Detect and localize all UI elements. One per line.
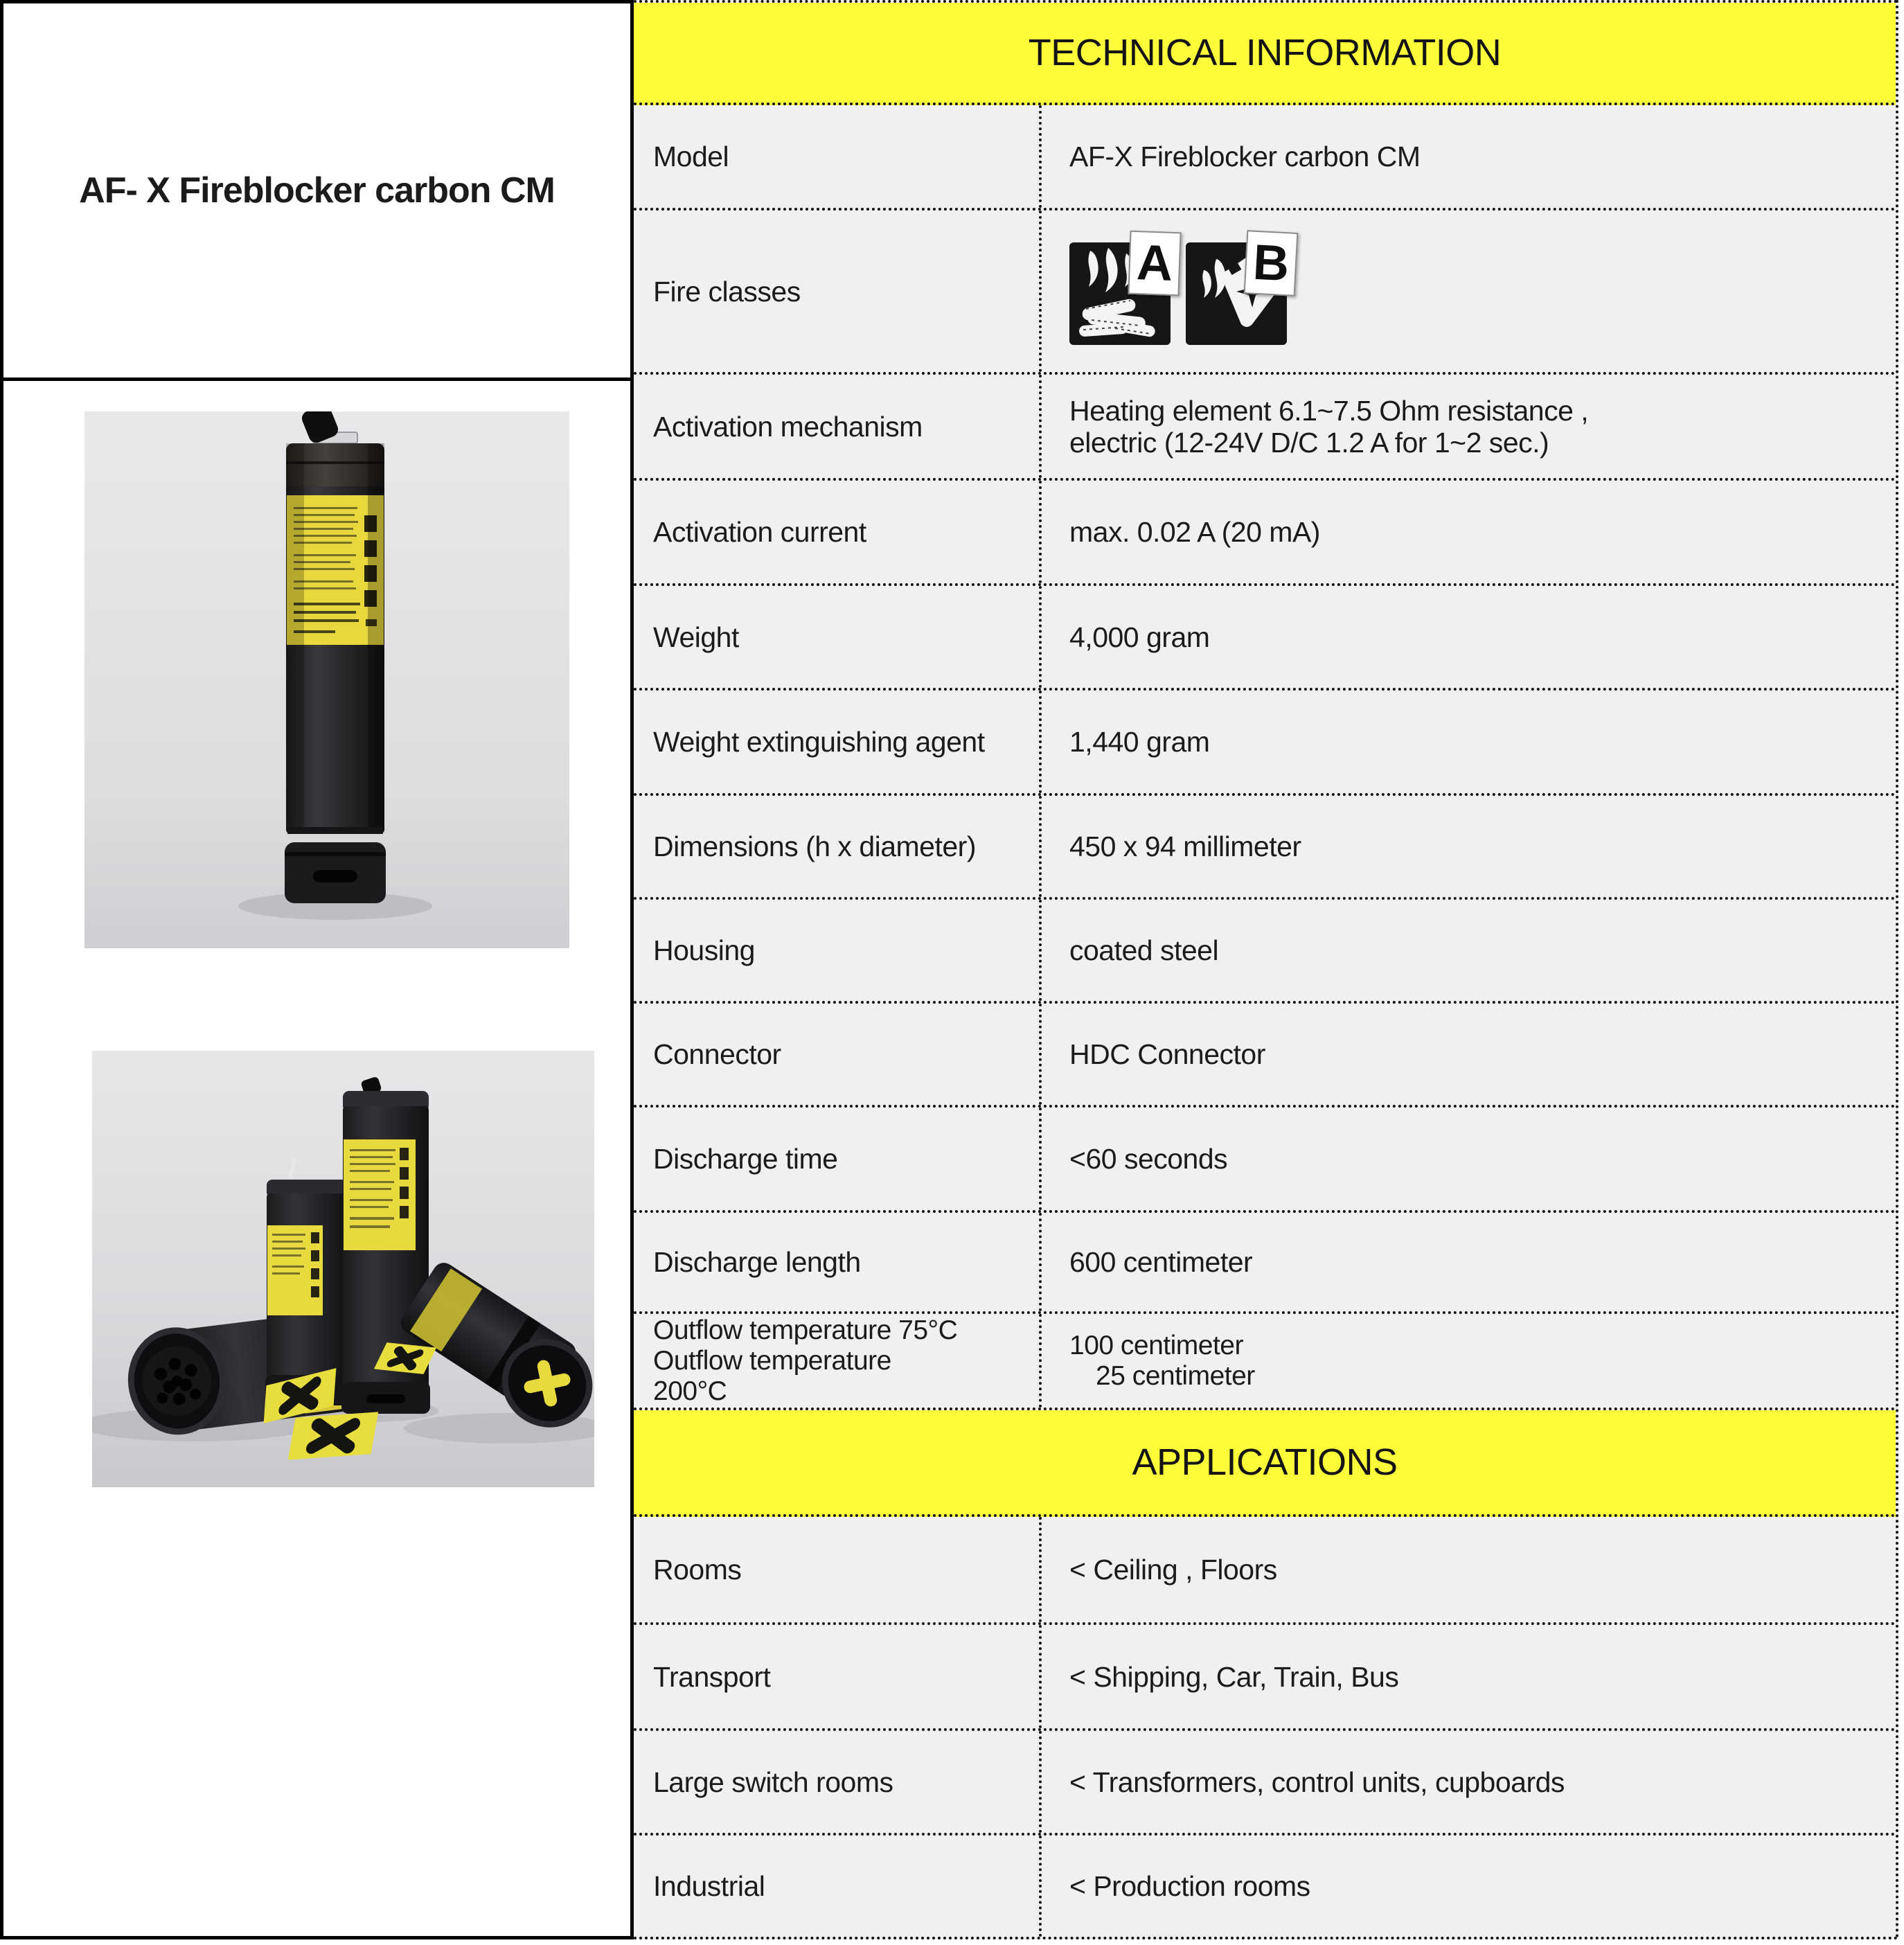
spec-value-outflow-temperature [1042, 1314, 1896, 1407]
row-model [634, 105, 1896, 211]
row-transport [634, 1625, 1896, 1731]
row-connector [634, 1004, 1896, 1108]
spec-value-activation-current: max. 0.02 A (20 mA) [1069, 516, 1320, 548]
spec-value-weight: 4,000 gram [1069, 621, 1210, 653]
product-photo-single [84, 411, 569, 948]
spec-label-weight-extinguishing-agent: Weight extinguishing agent [634, 691, 1042, 793]
page-title: AF- X Fireblocker carbon CM [79, 170, 555, 211]
app-value-industrial: < Production rooms [1069, 1870, 1310, 1902]
outflow-label-line3: 200°C [653, 1376, 727, 1406]
row-outflow-temperature [634, 1314, 1896, 1410]
spec-label-outflow-temperature [634, 1314, 1042, 1407]
spec-value-connector: HDC Connector [1069, 1038, 1265, 1070]
spec-label-fire-classes: Fire classes [634, 211, 1042, 372]
app-value-transport: < Shipping, Car, Train, Bus [1069, 1660, 1399, 1693]
spec-label-weight: Weight [634, 586, 1042, 688]
spec-label-discharge-length: Discharge length [634, 1213, 1042, 1311]
app-label-transport: Transport [634, 1625, 1042, 1728]
fire-class-b-letter: B [1244, 230, 1299, 296]
activation-mechanism-line1: Heating element 6.1~7.5 Ohm resistance , [1069, 394, 1589, 427]
outflow-label-line2: Outflow temperature [653, 1345, 891, 1376]
fire-class-b-icon [1186, 234, 1290, 345]
warning-card-2 [288, 1412, 379, 1460]
spec-value-dimensions: 450 x 94 millimeter [1069, 831, 1301, 862]
spec-value-discharge-time: <60 seconds [1069, 1143, 1228, 1175]
row-activation-mechanism [634, 375, 1896, 481]
row-housing [634, 900, 1896, 1004]
spec-value-fire-classes [1042, 211, 1896, 372]
row-dimensions [634, 796, 1896, 900]
spec-value-housing: coated steel [1069, 934, 1219, 966]
spec-label-connector: Connector [634, 1004, 1042, 1105]
row-fire-classes [634, 211, 1896, 375]
spec-value-activation-mechanism [1042, 375, 1896, 478]
row-large-switch-rooms [634, 1731, 1896, 1836]
app-value-large-switch-rooms: < Transformers, control units, cupboards [1069, 1766, 1565, 1798]
outflow-value-line2: 25 centimeter [1096, 1360, 1255, 1391]
row-weight [634, 586, 1896, 691]
spec-label-activation-current: Activation current [634, 481, 1042, 583]
unit-standing-medium [265, 1159, 350, 1405]
row-discharge-length [634, 1213, 1896, 1314]
row-industrial [634, 1836, 1896, 1937]
app-label-large-switch-rooms: Large switch rooms [634, 1731, 1042, 1833]
spec-label-model: Model [634, 105, 1042, 208]
row-discharge-time [634, 1108, 1896, 1213]
left-panel [0, 0, 634, 1939]
row-activation-current [634, 481, 1896, 586]
spec-label-discharge-time: Discharge time [634, 1108, 1042, 1210]
spec-label-housing: Housing [634, 900, 1042, 1001]
applications-header: APPLICATIONS [634, 1410, 1896, 1517]
app-label-industrial: Industrial [634, 1836, 1042, 1937]
spec-table [634, 0, 1898, 1939]
fire-class-a-letter: A [1128, 230, 1181, 296]
activation-mechanism-line2: electric (12-24V D/C 1.2 A for 1~2 sec.) [1069, 426, 1549, 459]
outflow-value-line1: 100 centimeter [1069, 1330, 1243, 1360]
app-label-rooms: Rooms [634, 1517, 1042, 1622]
product-photo-group [92, 1051, 594, 1487]
fire-class-icons [1069, 234, 1882, 345]
spec-value-model: AF-X Fireblocker carbon CM [1069, 141, 1421, 172]
fire-class-a-icon [1069, 234, 1174, 345]
spec-value-weight-extinguishing-agent: 1,440 gram [1069, 726, 1210, 758]
spec-value-discharge-length: 600 centimeter [1069, 1246, 1253, 1278]
technical-information-header: TECHNICAL INFORMATION [634, 3, 1896, 105]
row-weight-extinguishing-agent [634, 691, 1896, 796]
app-value-rooms: < Ceiling , Floors [1069, 1554, 1277, 1586]
title-box [3, 3, 630, 381]
spec-label-activation-mechanism: Activation mechanism [634, 375, 1042, 478]
outflow-label-line1: Outflow temperature 75°C [653, 1315, 958, 1345]
spec-label-dimensions: Dimensions (h x diameter) [634, 796, 1042, 897]
row-rooms [634, 1517, 1896, 1625]
